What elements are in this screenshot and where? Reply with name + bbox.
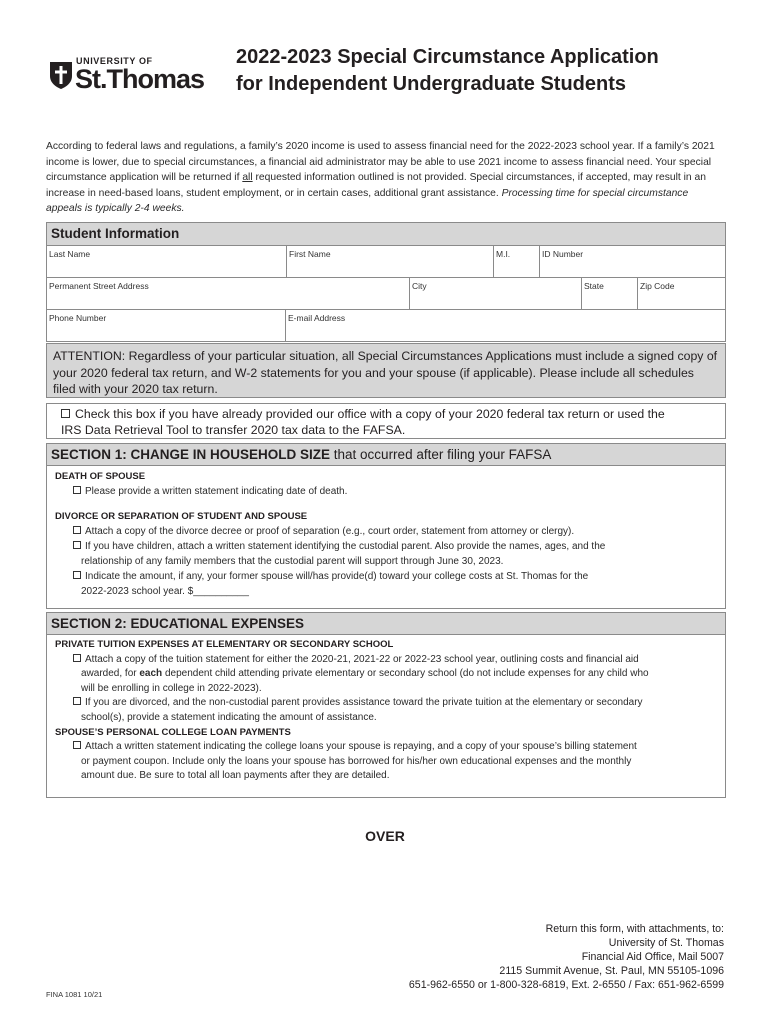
mi-label: M.I. [496, 249, 511, 259]
shield-icon [48, 58, 74, 90]
tuition-statement-checkbox[interactable] [73, 654, 81, 662]
divorce-item-3 [55, 569, 717, 584]
tax-return-checkbox[interactable] [61, 409, 70, 418]
intro-paragraph [46, 139, 726, 217]
divorce-item-3-cont: 2022-2023 school year. $__________ [81, 586, 249, 597]
death-checkbox[interactable] [73, 486, 81, 494]
return-address-line-4: 2115 Summit Avenue, St. Paul, MN 55105-1096 [499, 965, 724, 977]
logo-university-of: UNIVERSITY OF [76, 56, 153, 66]
divorce-item-1 [55, 524, 717, 539]
street-address-field[interactable] [47, 278, 409, 309]
tax-return-line-1 [61, 406, 713, 422]
private-item-1b-post: dependent child attending private elementary or secondary school (do not include expenses for any child who [162, 668, 649, 680]
return-address-line-1: Return this form, with attachments, to: [545, 923, 724, 935]
private-item-1b-each: each [139, 668, 163, 680]
section-2-title: SECTION 2: EDUCATIONAL EXPENSES [47, 613, 725, 635]
intro-all: all [242, 172, 253, 183]
non-custodial-checkbox[interactable] [73, 697, 81, 705]
tax-return-text-1: Check this box if you have already provided our office with a copy of your 2020 federal tax return or used the [75, 407, 665, 421]
section-1-title-rest: that occurred after filing your FAFSA [330, 447, 552, 462]
loan-item-1 [55, 740, 717, 755]
section-2-body [47, 635, 725, 787]
email-field[interactable] [285, 310, 725, 341]
private-item-1b-pre: awarded, for [81, 668, 140, 680]
death-of-spouse-heading: DEATH OF SPOUSE [55, 471, 146, 482]
section-1-body [47, 466, 725, 602]
logo-st-thomas: St.Thomas [75, 64, 205, 94]
section-2-educational-expenses [46, 612, 726, 798]
city-field[interactable] [409, 278, 581, 309]
zip-code-label: Zip Code [640, 281, 675, 291]
divorce-item-3-text: Indicate the amount, if any, your former spouse will/has provide(d) toward your college costs at St. Thomas for the [85, 571, 589, 582]
divorce-item-1-text: Attach a copy of the divorce decree or proof of separation (e.g., court order, statement from attorney or clergy). [85, 526, 575, 537]
divorce-heading: DIVORCE OR SEPARATION OF STUDENT AND SPOUSE [55, 511, 308, 522]
private-item-1-cont-2: will be enrolling in college in 2022-2023). [81, 682, 262, 694]
loan-item-1-cont-2: amount due. Be sure to total all loan payments after they are detailed. [81, 770, 390, 782]
tax-return-line-2: IRS Data Retrieval Tool to transfer 2020 tax data to the FAFSA. [61, 423, 406, 437]
title-line-2: for Independent Undergraduate Students [236, 73, 627, 95]
student-contact-row [47, 309, 725, 341]
intro-text-1: According to federal laws and regulations, a family’s 2020 income is used to assess financial need for the 2022-2023 school year. If a family’s 2021 income is lower, due to special circumstances, a financial aid administrator may be able to use 2021 income to assess financial need. Your special circumstance application will be returned if [46, 141, 715, 183]
death-item [55, 484, 717, 499]
street-address-label: Permanent Street Address [49, 281, 149, 291]
spouse-loan-heading: SPOUSE’S PERSONAL COLLEGE LOAN PAYMENTS [55, 726, 291, 738]
phone-number-label: Phone Number [49, 313, 107, 323]
section-1-household-size [46, 443, 726, 609]
first-name-label: First Name [289, 249, 331, 259]
return-address-line-2: University of St. Thomas [608, 937, 724, 949]
section-1-title-bold: SECTION 1: CHANGE IN HOUSEHOLD SIZE [51, 447, 331, 462]
page-title [236, 44, 726, 98]
private-item-1-text: Attach a copy of the tuition statement for either the 2020-21, 2021-22 or 2022-23 school year, outlining costs and financial aid [85, 653, 639, 665]
last-name-label: Last Name [49, 249, 91, 259]
student-name-row [47, 245, 725, 277]
state-label: State [584, 281, 604, 291]
intro-processing-time: Processing time for special circumstance appeals is typically 2-4 weeks. [46, 187, 689, 214]
title-line-1: 2022-2023 Special Circumstance Application [236, 46, 659, 68]
last-name-field[interactable] [47, 246, 286, 277]
header [46, 40, 726, 110]
student-address-row [47, 277, 725, 309]
private-item-2 [55, 696, 717, 711]
over-label: OVER [365, 828, 405, 844]
divorce-item-2 [55, 539, 717, 554]
divorce-decree-checkbox[interactable] [73, 526, 81, 534]
id-number-field[interactable] [539, 246, 725, 277]
death-item-text: Please provide a written statement indicating date of death. [85, 486, 348, 497]
private-item-1 [55, 653, 717, 668]
student-information-title: Student Information [47, 223, 725, 245]
state-field[interactable] [581, 278, 637, 309]
city-label: City [412, 281, 427, 291]
loan-item-1-cont: or payment coupon. Include only the loans your spouse has borrowed for his/her own educational expenses and the monthly [81, 755, 632, 767]
former-spouse-amount-checkbox[interactable] [73, 571, 81, 579]
university-logo [46, 54, 216, 98]
form-number: FINA 1081 10/21 [46, 990, 103, 999]
return-address-line-3: Financial Aid Office, Mail 5007 [581, 951, 724, 963]
divorce-item-2-cont: relationship of any family members that the custodial parent will support through June 30, 2023. [81, 556, 504, 567]
student-information-box [46, 222, 726, 342]
loan-item-1-text: Attach a written statement indicating the college loans your spouse is repaying, and a copy of your spouse’s billing statement [85, 741, 637, 753]
tax-return-checkbox-row [46, 403, 726, 439]
attention-notice: ATTENTION: Regardless of your particular situation, all Special Circumstances Applications must include a signed copy of your 2020 federal tax return, and W-2 statements for you and your spouse (if applicable). Please include all schedules filed with your 2020 tax return. [46, 343, 726, 398]
id-number-label: ID Number [542, 249, 584, 259]
intro-text-2: requested information outlined is not provided. Special circumstances, if accepted, may result in an increase in need-based loans, student employment, or in certain cases, additional grant assistance. [46, 172, 706, 199]
loan-statement-checkbox[interactable] [73, 741, 81, 749]
section-1-title [47, 444, 725, 466]
private-item-1-cont [55, 667, 717, 682]
return-address-line-5: 651-962-6550 or 1-800-328-6819, Ext. 2-6550 / Fax: 651-962-6599 [408, 979, 724, 991]
zip-code-field[interactable] [637, 278, 725, 309]
private-item-2-cont: school(s), provide a statement indicating the amount of assistance. [81, 711, 377, 723]
custodial-parent-checkbox[interactable] [73, 541, 81, 549]
private-tuition-heading: PRIVATE TUITION EXPENSES AT ELEMENTARY OR SECONDARY SCHOOL [55, 639, 394, 650]
mi-field[interactable] [493, 246, 539, 277]
return-address [364, 922, 724, 992]
phone-number-field[interactable] [47, 310, 285, 341]
first-name-field[interactable] [286, 246, 493, 277]
private-item-2-text: If you are divorced, and the non-custodial parent provides assistance toward the private tuition at the elementary or secondary [85, 697, 643, 709]
divorce-item-2-text: If you have children, attach a written statement identifying the custodial parent. Also provide the names, ages, and the [85, 541, 606, 552]
email-label: E-mail Address [288, 313, 346, 323]
